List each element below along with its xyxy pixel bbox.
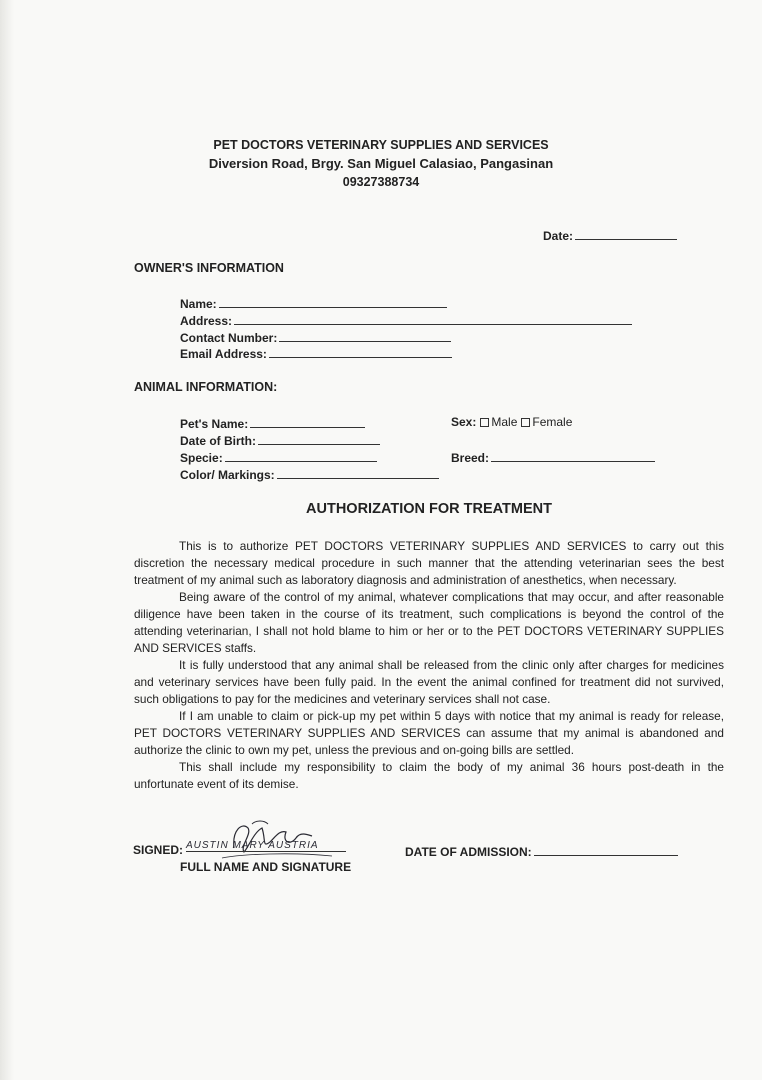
- sex-field: [451, 415, 572, 429]
- breed-line: [491, 449, 655, 462]
- male-option-label: Male: [491, 415, 518, 429]
- owner-contact-label: Contact Number:: [180, 331, 278, 345]
- signed-label: SIGNED:: [133, 843, 184, 857]
- animal-heading: ANIMAL INFORMATION:: [134, 380, 278, 394]
- color-markings-label: Color/ Markings:: [180, 468, 275, 482]
- owner-email-field[interactable]: [180, 345, 452, 361]
- dob-label: Date of Birth:: [180, 434, 256, 448]
- signer-name[interactable]: AUSTIN MARY AUSTRIA: [186, 840, 346, 852]
- owner-name-line: [219, 295, 447, 308]
- owner-name-field[interactable]: [180, 295, 447, 311]
- specie-line: [225, 449, 377, 462]
- date-field[interactable]: [543, 227, 677, 243]
- date-of-admission-field[interactable]: [405, 843, 678, 859]
- date-of-admission-label: DATE OF ADMISSION:: [405, 845, 532, 859]
- pet-name-line: [250, 415, 365, 428]
- owner-address-field[interactable]: [180, 312, 632, 328]
- specie-field[interactable]: [180, 449, 377, 465]
- dob-field[interactable]: [180, 432, 380, 448]
- signature-caption: FULL NAME AND SIGNATURE: [180, 860, 352, 874]
- date-label: Date:: [543, 229, 574, 243]
- company-phone: 09327388734: [342, 175, 420, 189]
- pet-name-label: Pet's Name:: [180, 417, 249, 431]
- color-markings-field[interactable]: [180, 466, 439, 482]
- authorization-paragraph: This is to authorize PET DOCTORS VETERINARY SUPPLIES AND SERVICES to carry out this discretion the necessary medical procedure in such manner that the attending veterinarian sees the best treatment of my animal such as laboratory diagnosis and administration of anesthetics, when necessary.: [134, 539, 724, 587]
- owner-heading: OWNER'S INFORMATION: [134, 261, 284, 275]
- female-option-label: Female: [532, 415, 573, 429]
- company-address: Diversion Road, Brgy. San Miguel Calasiao, Pangasinan: [208, 156, 554, 171]
- owner-name-label: Name:: [180, 297, 217, 311]
- date-of-admission-line: [534, 843, 678, 856]
- authorization-body: [134, 538, 724, 793]
- color-markings-line: [277, 466, 439, 479]
- owner-contact-line: [279, 329, 451, 342]
- company-name: PET DOCTORS VETERINARY SUPPLIES AND SERVICES: [213, 138, 549, 152]
- owner-address-line: [234, 312, 632, 325]
- authorization-paragraph: This shall include my responsibility to claim the body of my animal 36 hours post-death in the unfortunate event of its demise.: [134, 760, 724, 791]
- male-checkbox[interactable]: [480, 418, 489, 427]
- authorization-paragraph: It is fully understood that any animal shall be released from the clinic only after charges for medicines and veterinary services have been fully paid. In the event the animal confined for treatment did not survived, such obligations to pay for the medicines and veterinary services shall not case.: [134, 658, 724, 706]
- pet-name-field[interactable]: [180, 415, 365, 431]
- sex-label: Sex:: [451, 415, 477, 429]
- dob-line: [258, 432, 380, 445]
- owner-contact-field[interactable]: [180, 329, 451, 345]
- breed-field[interactable]: [451, 449, 655, 465]
- authorization-paragraph: Being aware of the control of my animal, whatever complications that may occur, and after reasonable diligence have been taken in the course of its treatment, such complications is beyond the control of the attending veterinarian, I shall not hold blame to him or her or to the PET DOCTORS VETERINARY SUPPLIES AND SERVICES staffs.: [134, 590, 724, 655]
- owner-email-label: Email Address:: [180, 347, 267, 361]
- specie-label: Specie:: [180, 451, 223, 465]
- authorization-paragraph: If I am unable to claim or pick-up my pet within 5 days with notice that my animal is ready for release, PET DOCTORS VETERINARY SUPPLIES AND SERVICES can assume that my animal is abandoned and authorize the clinic to own my pet, unless the previous and on-going bills are settled.: [134, 709, 724, 757]
- female-checkbox[interactable]: [521, 418, 530, 427]
- date-line: [575, 227, 677, 240]
- owner-email-line: [269, 345, 452, 358]
- breed-label: Breed:: [451, 451, 490, 465]
- authorization-title: AUTHORIZATION FOR TREATMENT: [306, 501, 552, 517]
- owner-address-label: Address:: [180, 314, 233, 328]
